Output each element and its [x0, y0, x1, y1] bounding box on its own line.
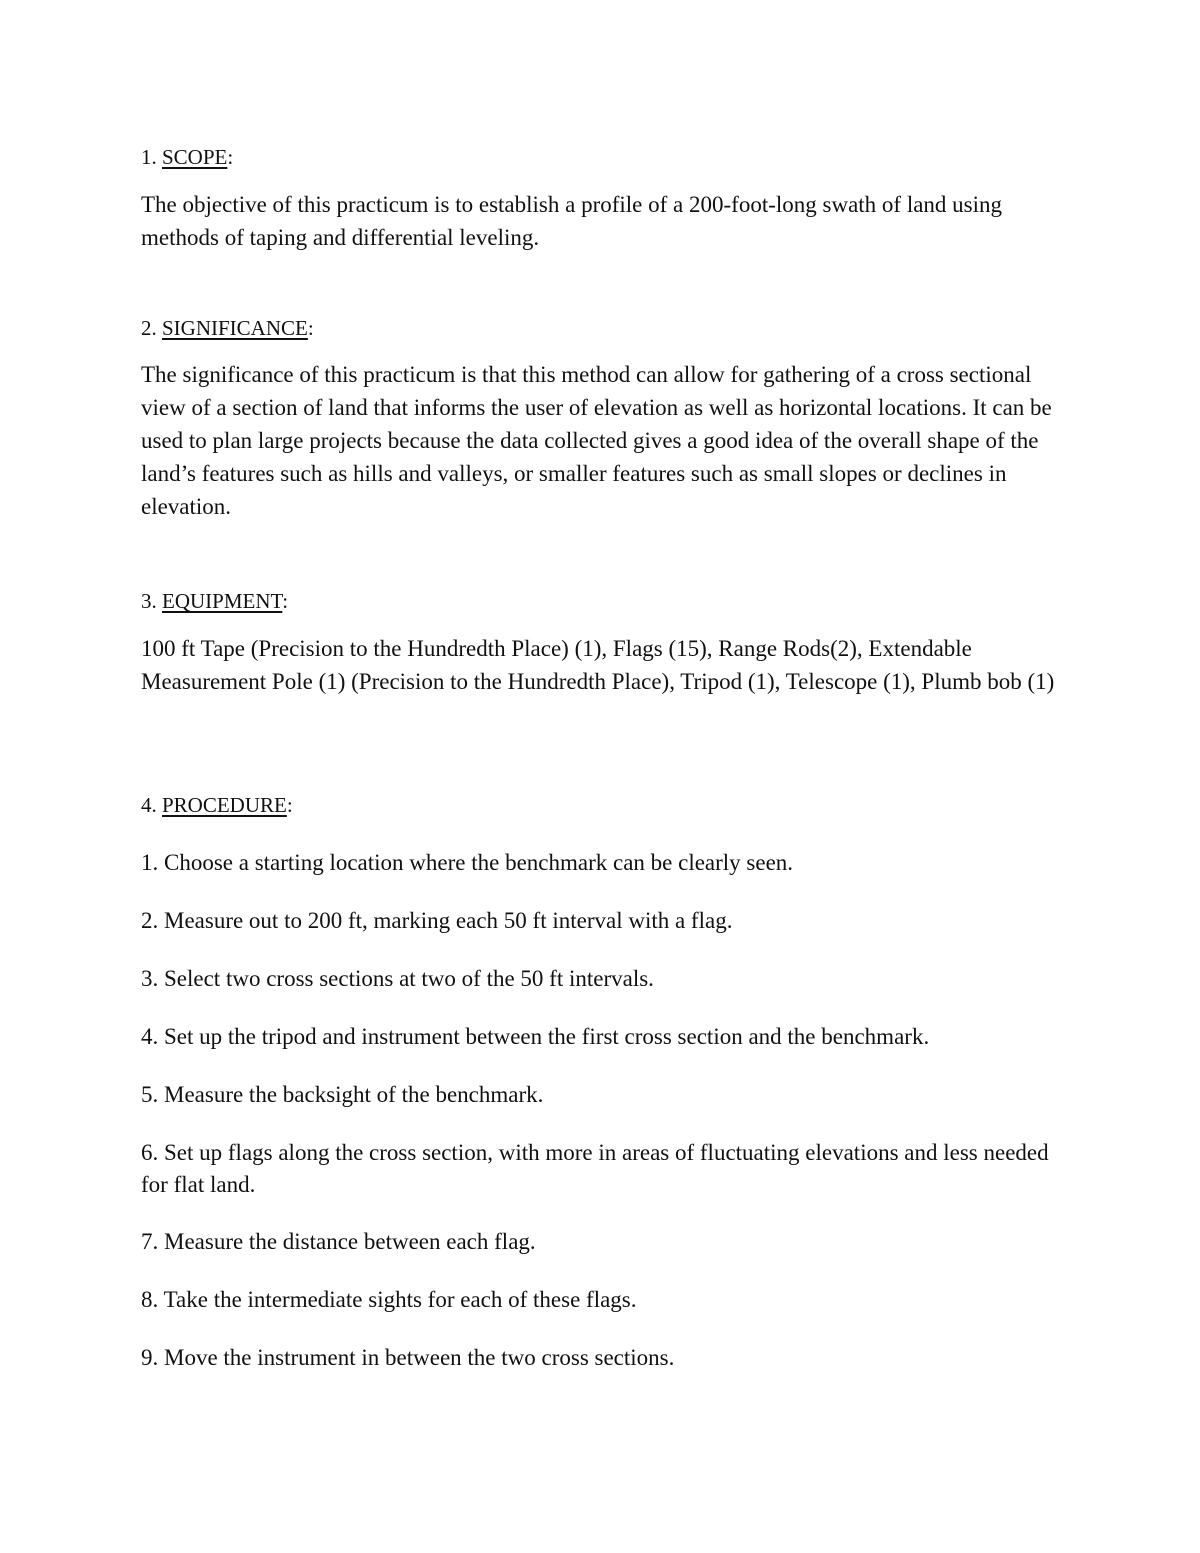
scope-paragraph: The objective of this practicum is to establish a profile of a 200-foot-long swath of land using methods of taping and differential leveling.: [141, 192, 1003, 250]
section-colon: :: [286, 793, 293, 817]
section-colon: :: [227, 145, 234, 169]
procedure-step-2: 2. Measure out to 200 ft, marking each 50 ft interval with a flag.: [141, 908, 733, 933]
procedure-step-7: 7. Measure the distance between each flag.: [141, 1229, 536, 1254]
scope-heading: [141, 145, 233, 169]
section-colon: :: [307, 316, 314, 340]
section-title: SCOPE: [162, 145, 228, 169]
procedure-step-6: 6. Set up flags along the cross section, with more in areas of fluctuating elevations and less needed for flat land.: [141, 1140, 1049, 1197]
procedure-step-3: 3. Select two cross sections at two of the 50 ft intervals.: [141, 966, 654, 991]
procedure-step-9: 9. Move the instrument in between the two cross sections.: [141, 1345, 675, 1370]
significance-heading: [141, 316, 314, 340]
equipment-heading: [141, 589, 288, 613]
section-number: 2.: [141, 316, 162, 340]
procedure-step-5: 5. Measure the backsight of the benchmark.: [141, 1082, 544, 1107]
section-title: PROCEDURE: [162, 793, 287, 817]
section-colon: :: [282, 589, 289, 613]
section-title: EQUIPMENT: [162, 589, 283, 613]
procedure-step-4: 4. Set up the tripod and instrument between the first cross section and the benchmark.: [141, 1024, 930, 1049]
equipment-paragraph: 100 ft Tape (Precision to the Hundredth Place) (1), Flags (15), Range Rods(2), Extendable Measurement Pole (1) (Precision to the Hundredth Place), Tripod (1), Telescope (1), Plumb bob (1): [141, 636, 1055, 694]
significance-paragraph: The significance of this practicum is that this method can allow for gathering of a cross sectional view of a section of land that informs the user of elevation as well as horizontal locations. It can be used to plan large projects because the data collected gives a good idea of the overall shape of the land’s features such as hills and valleys, or smaller features such as small slopes or declines in elevation.: [141, 362, 1052, 519]
section-number: 4.: [141, 793, 162, 817]
section-number: 3.: [141, 589, 162, 613]
section-number: 1.: [141, 145, 162, 169]
procedure-step-8: 8. Take the intermediate sights for each of these flags.: [141, 1287, 637, 1312]
procedure-heading: [141, 793, 293, 817]
procedure-step-1: 1. Choose a starting location where the benchmark can be clearly seen.: [141, 850, 794, 875]
section-title: SIGNIFICANCE: [162, 316, 308, 340]
